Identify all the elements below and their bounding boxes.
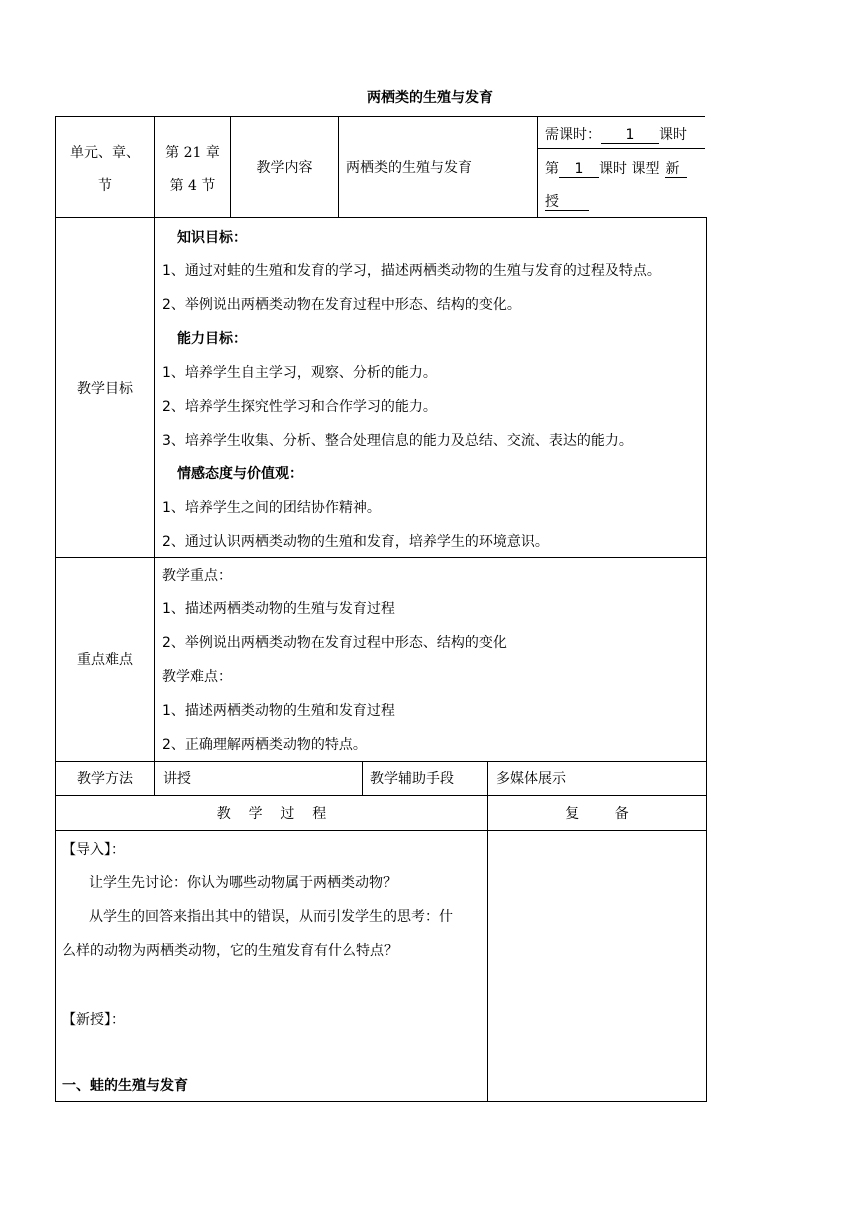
new-lesson-title: 【新授】： [62,1012,125,1028]
aid-value: 多媒体展示 [496,771,566,787]
section-value: 第 4 节 [169,178,216,194]
lesson-field [545,159,687,179]
lesson-value: 1 [559,161,599,178]
intro-paragraph-cont: 么样的动物为两栖类动物，它的生殖发育有什么特点？ [62,943,398,959]
hours-value: 1 [601,127,659,144]
process-header: 教 学 过 程 [216,806,327,822]
ability-item: 2、培养学生探究性学习和合作学习的能力。 [162,399,437,415]
revision-header: 复 备 [565,806,629,822]
knowledge-item: 1、通过对蛙的生殖和发育的学习，描述两栖类动物的生殖与发育的过程及特点。 [162,263,661,279]
hours-prefix: 需课时： [545,127,601,143]
intro-paragraph: 从学生的回答来指出其中的错误，从而引发学生的思考：什 [89,909,453,925]
unit-label: 单元、章、 [70,145,140,161]
ability-item: 1、培养学生自主学习，观察、分析的能力。 [162,365,437,381]
section-heading: 一、蛙的生殖与发育 [62,1078,188,1094]
hours-field [545,125,687,145]
document-title: 两栖类的生殖与发育 [367,90,493,106]
method-value: 讲授 [163,771,191,787]
ability-item: 3、培养学生收集、分析、整合处理信息的能力及总结、交流、表达的能力。 [162,433,633,449]
knowledge-item: 2、举例说出两栖类动物在发育过程中形态、结构的变化。 [162,297,521,313]
focus-item: 2、举例说出两栖类动物在发育过程中形态、结构的变化 [162,635,507,651]
lesson-prefix: 第 [545,161,559,177]
unit-label-cont: 节 [98,178,112,194]
aid-label: 教学辅助手段 [370,771,454,787]
hours-suffix: 课时 [659,127,687,143]
knowledge-title: 知识目标： [177,230,247,246]
emotion-item: 2、通过认识两栖类动物的生殖和发育，培养学生的环境意识。 [162,534,549,550]
difficulty-title: 教学难点： [162,669,232,685]
keypoints-label: 重点难点 [77,652,133,668]
focus-item: 1、描述两栖类动物的生殖与发育过程 [162,601,395,617]
emotion-item: 1、培养学生之间的团结协作精神。 [162,500,381,516]
emotion-title: 情感态度与价值观： [177,466,303,482]
method-label: 教学方法 [77,771,133,787]
difficulty-item: 1、描述两栖类动物的生殖和发育过程 [162,703,395,719]
lesson-type-cont [545,192,589,212]
lesson-type-part1: 新 [665,161,687,178]
content-value: 两栖类的生殖与发育 [346,160,472,176]
intro-title: 【导入】： [62,842,125,858]
chapter-value: 第 21 章 [165,145,220,161]
objectives-label: 教学目标 [77,381,133,397]
lesson-type-part2: 授 [545,194,589,211]
content-label: 教学内容 [256,160,313,176]
difficulty-item: 2、正确理解两栖类动物的特点。 [162,737,367,753]
focus-title: 教学重点： [162,568,232,584]
ability-title: 能力目标： [177,331,247,347]
lesson-mid: 课时 课型 [599,161,660,177]
intro-paragraph: 让学生先讨论：你认为哪些动物属于两栖类动物？ [89,875,397,891]
